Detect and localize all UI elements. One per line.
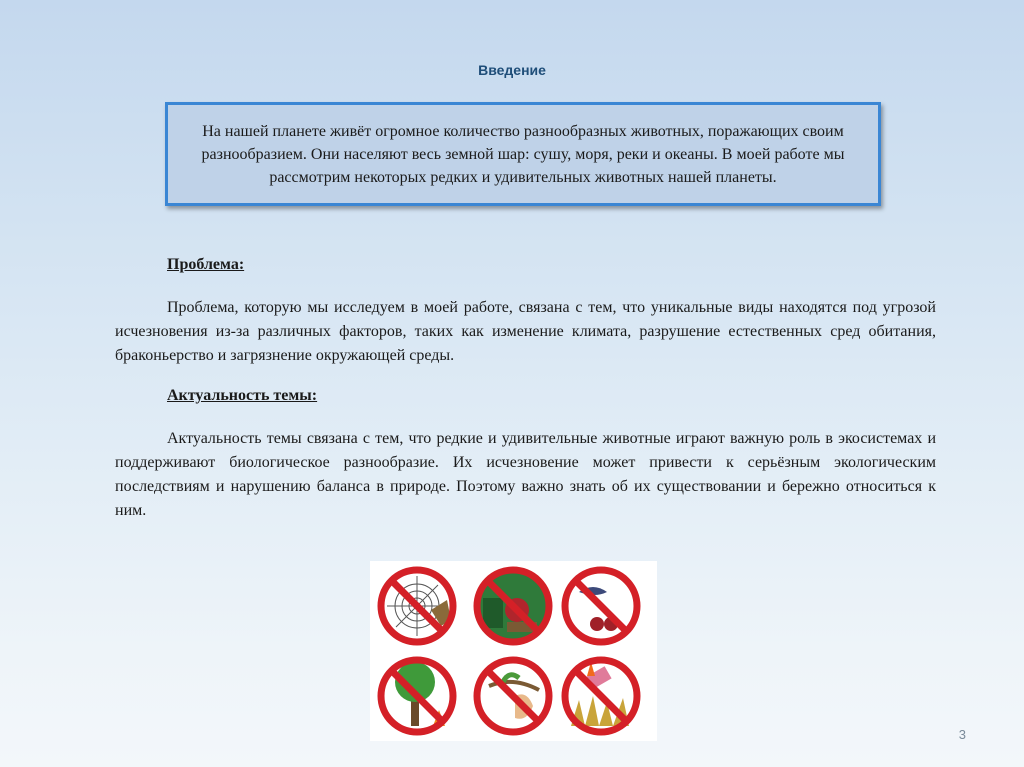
slide-title: Введение bbox=[478, 62, 546, 78]
page-number: 3 bbox=[958, 727, 966, 742]
no-campfire-near-trees-icon bbox=[378, 657, 456, 735]
no-breaking-branches-icon bbox=[474, 657, 552, 735]
no-destroying-spiderweb-icon bbox=[378, 567, 456, 645]
relevance-heading: Актуальность темы: bbox=[167, 387, 318, 404]
relevance-text: Актуальность темы связана с тем, что редкие и удивительные животные играют важную роль в экосистемах и поддерживают биологическое разнообразие. Их исчезновение может привести к серьёзным экологическим последствиям и нарушению баланса в природе. Поэтому важно знать об их существовании и бережно относиться к ним. bbox=[115, 430, 936, 519]
prohibition-signs-image bbox=[370, 561, 657, 741]
no-catching-birds-icon bbox=[562, 567, 640, 645]
no-burning-grass-icon bbox=[562, 657, 640, 735]
problem-text: Проблема, которую мы исследуем в моей работе, связана с тем, что уникальные виды находятся под угрозой исчезновения из-за различных факторов, таких как изменение климата, разрушение естественных сред обитания, браконьерство и загрязнение окружающей среды. bbox=[115, 299, 936, 364]
problem-heading: Проблема: bbox=[167, 256, 245, 273]
no-littering-in-forest-icon bbox=[474, 567, 552, 645]
intro-text: На нашей планете живёт огромное количество разнообразных животных, поражающих своим разнообразием. Они населяют весь земной шар: сушу, моря, реки и океаны. В моей работе мы рассмотрим некоторых редких и удивительных животных нашей планеты. bbox=[201, 122, 845, 186]
intro-box bbox=[165, 102, 881, 206]
